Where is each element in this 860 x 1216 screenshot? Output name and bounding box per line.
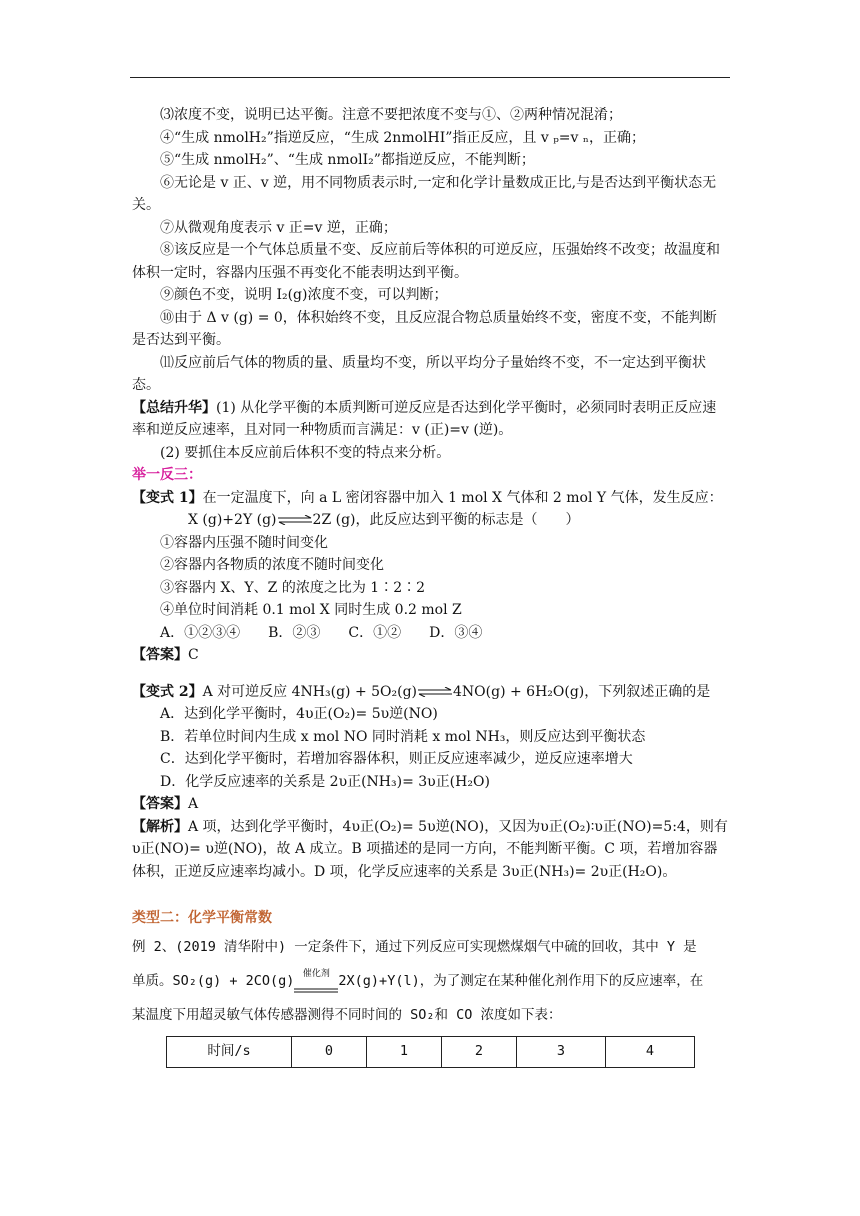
variant2-stem: 【变式 2】A 对可逆反应 4NH₃(g) + 5O₂(g) 4NO(g) + 6H₂O(g)，下列叙述正确的是 [132,683,711,700]
example2-line-1: 例 2、(2019 清华附中) 一定条件下，通过下列反应可实现燃煤烟气中硫的回收，其中 Y 是 [132,938,697,955]
concentration-table [166,1036,695,1068]
table-header-cell: 4 [606,1036,695,1067]
variant2-explanation: 【解析】A 项，达到化学平衡时，4υ正(O₂)= 5υ逆(NO)，又因为υ正(O₂)∶υ正(NO)=5:4，则有υ正(NO)= υ逆(NO)，故 A 成立。B 项描述的是同一方向，不能判断平衡。C 项，若增加容器体积，正逆反应速率均减小。D 项，化学反应速率的关系是 3υ正(NH₃)= 2υ正(H₂O)。 [132,818,728,880]
analysis-line-6: ⑥无论是 v 正、v 逆，用不同物质表示时,一定和化学计量数成正比,与是否达到平衡状态无关。 [132,174,717,213]
document-body [132,104,730,1068]
variant1-answer: 【答案】C [132,647,199,663]
variant1-item-4: ④单位时间消耗 0.1 mol X 同时生成 0.2 mol Z [160,602,462,618]
variant2-answer: 【答案】A [132,796,199,812]
analysis-line-5: ⑤“生成 nmolH₂”、“生成 nmolI₂”都指逆反应，不能判断； [160,152,535,168]
table-row [167,1036,695,1067]
section-heading: 举一反三： [132,467,202,483]
type2-heading: 类型二：化学平衡常数 [132,910,272,926]
variant1-item-1: ①容器内压强不随时间变化 [160,534,328,551]
table-header-cell: 时间/s [167,1036,292,1067]
summary-text-1: (1) 从化学平衡的本质判断可逆反应是否达到化学平衡时，必须同时表明正反应速率和逆反应速率，且对同一种物质而言满足：v (正)=v (逆)。 [132,399,717,438]
example2-line-3: 某温度下用超灵敏气体传感器测得不同时间的 SO₂和 CO 浓度如下表： [132,1006,562,1023]
variant2-option-a: A．达到化学平衡时，4υ正(O₂)= 5υ逆(NO) [160,706,438,722]
equilibrium-arrow-icon [417,687,453,697]
table-header-cell: 3 [517,1036,606,1067]
catalyst-label: 催化剂 [302,968,330,979]
summary-label: 【总结升华】 [132,399,216,416]
variant1-label: 【变式 1】 [132,489,203,506]
analysis-line-9: ⑨颜色不变，说明 I₂(g)浓度不变，可以判断； [160,287,448,303]
variant1-stem: 【变式 1】在一定温度下，向 a L 密闭容器中加入 1 mol X 气体和 2 mol Y 气体，发生反应： [132,489,723,506]
variant2-label: 【变式 2】 [132,683,203,700]
variant2-option-c: C．达到化学平衡时，若增加容器体积，则正反应速率减少，逆反应速率增大 [160,751,633,767]
variant1-reaction: X (g)+2Y (g) 2Z (g)，此反应达到平衡的标志是（ ） [188,512,580,528]
analysis-line-4: ④“生成 nmolH₂”指逆反应，“生成 2nmolHI”指正反应，且 v ₚ=v ₙ，正确； [160,129,645,146]
analysis-line-11: ⑾反应前后气体的物质的量、质量均不变，所以平均分子量始终不变，不一定达到平衡状态。 [132,354,706,393]
reaction-arrow-icon [294,988,338,994]
variant1-options: A．①②③④ B．②③ C．①② D．③④ [160,624,483,641]
table-header-cell: 2 [442,1036,517,1067]
analysis-line-7: ⑦从微观角度表示 v 正=v 逆，正确； [160,219,397,236]
equilibrium-arrow-icon [277,515,313,525]
variant1-item-2: ②容器内各物质的浓度不随时间变化 [160,557,384,573]
variant2-option-b: B．若单位时间内生成 x mol NO 同时消耗 x mol NH₃，则反应达到平衡状态 [160,728,646,745]
variant2-option-d: D．化学反应速率的关系是 2υ正(NH₃)= 3υ正(H₂O) [160,773,490,790]
table-header-cell: 1 [367,1036,442,1067]
summary-text-2: (2) 要抓住本反应前后体积不变的特点来分析。 [160,444,451,461]
header-rule [130,77,730,78]
example2-line-2: 单质。SO₂(g) + 2CO(g) $^{催化剂}$ 2X(g)+Y(l)，为了测定在某种催化剂作用下的反应速率，在 [132,964,730,998]
analysis-line-8: ⑧该反应是一个气体总质量不变、反应前后等体积的可逆反应，压强始终不改变；故温度和体积一定时，容器内压强不再变化不能表明达到平衡。 [132,242,720,281]
analysis-line-10: ⑩由于 Δ v (g) = 0，体积始终不变，且反应混合物总质量始终不变，密度不变，不能判断是否达到平衡。 [132,309,717,348]
analysis-line-3: ⑶浓度不变，说明已达平衡。注意不要把浓度不变与①、②两种情况混淆； [160,107,622,123]
summary-paragraph [132,397,730,442]
example2 [132,930,730,1032]
variant1-item-3: ③容器内 X、Y、Z 的浓度之比为 1∶2∶2 [160,579,426,596]
table-header-cell: 0 [292,1036,367,1067]
